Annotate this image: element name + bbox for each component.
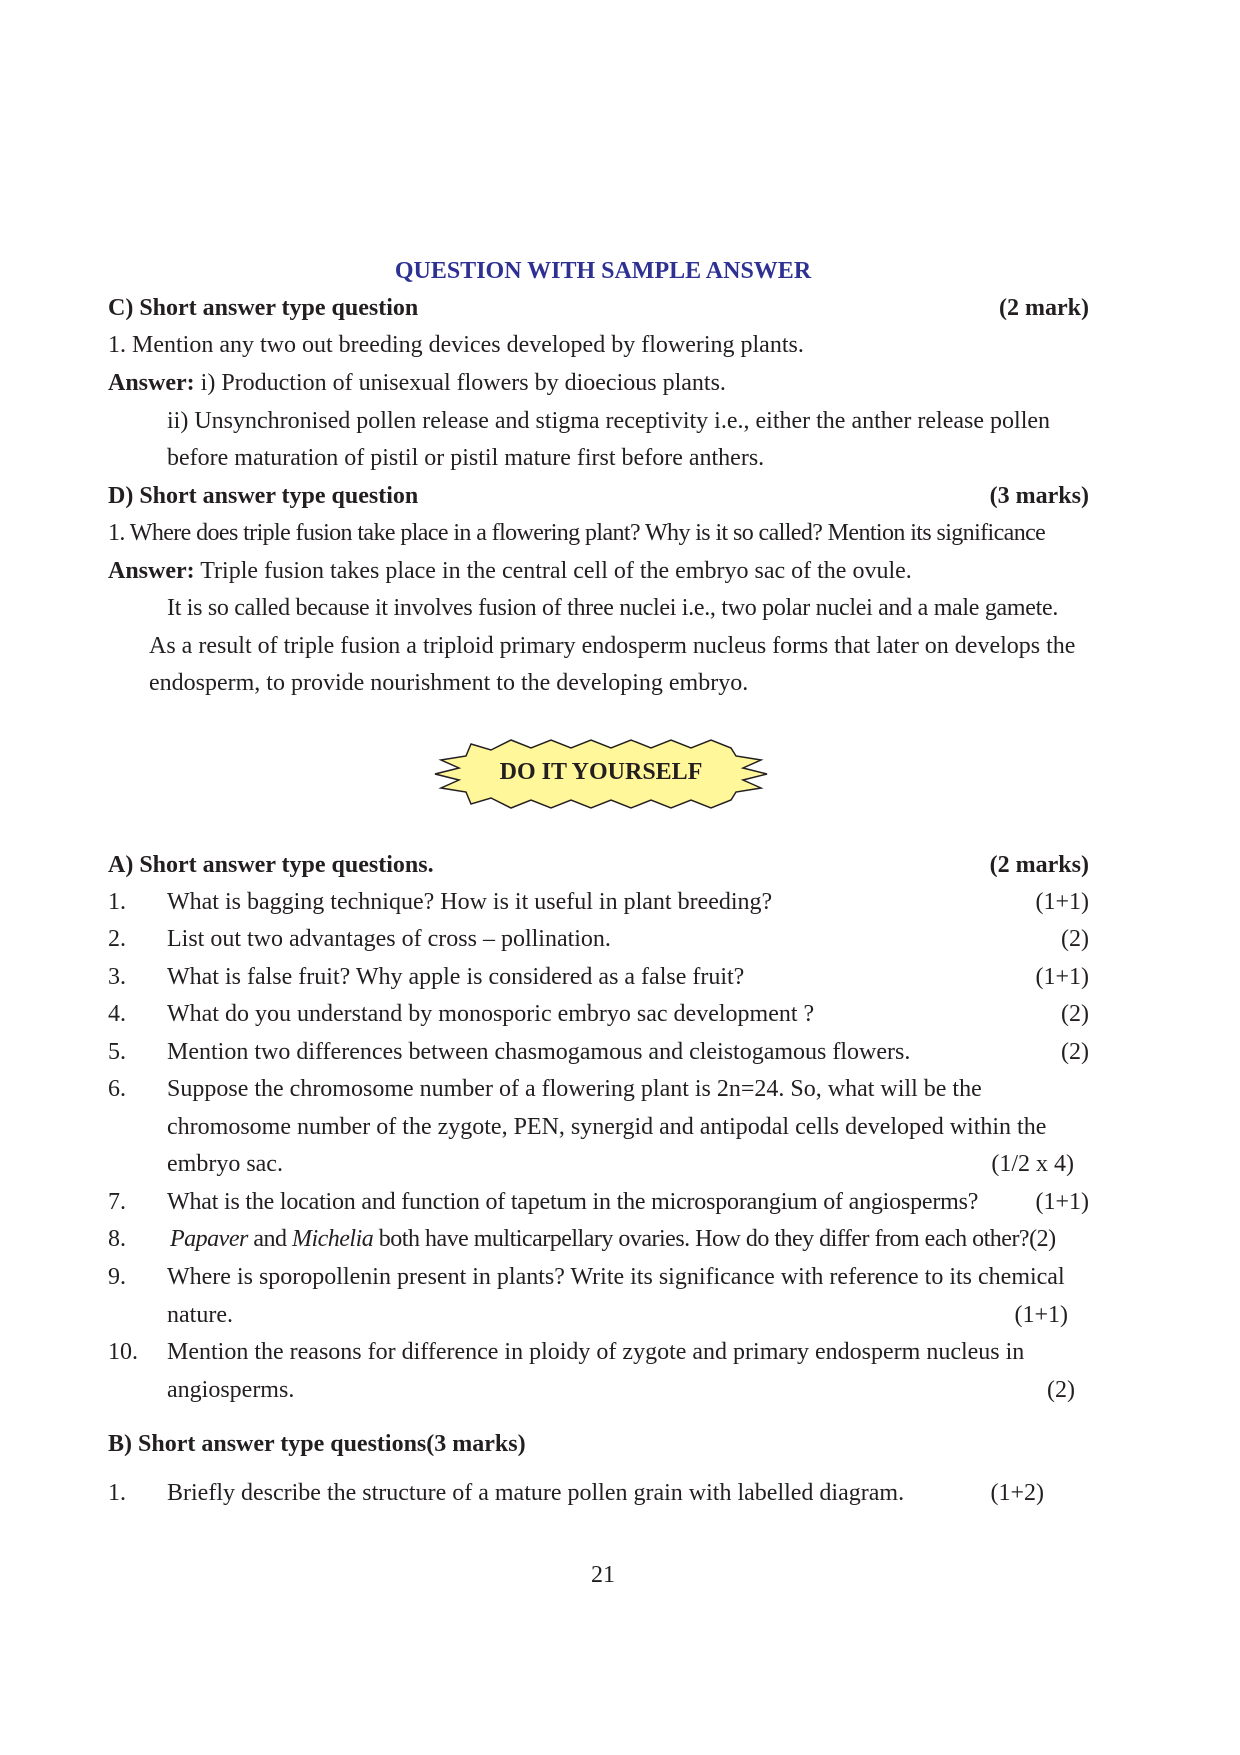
question-marks: (1+1) xyxy=(1035,1189,1089,1215)
answer-text: i) Production of unisexual flowers by dioecious plants. xyxy=(194,370,726,396)
question-text: What is false fruit? Why apple is considered as a false fruit? xyxy=(167,964,745,990)
d-question: 1. Where does triple fusion take place in a flowering plant? Why is it so called? Mention its significance xyxy=(108,520,1046,546)
question-marks: (2) xyxy=(1047,1376,1075,1403)
a-section-marks: (2 marks) xyxy=(989,852,1089,878)
question-number: 4. xyxy=(108,1001,126,1027)
question-marks: (1+1) xyxy=(1035,889,1089,915)
d-section-title: D) Short answer type question xyxy=(108,483,419,509)
b-question-text: Briefly describe the structure of a mature pollen grain with labelled diagram. xyxy=(167,1480,905,1506)
question-marks: (2) xyxy=(1061,926,1089,952)
c-section-title: C) Short answer type question xyxy=(108,295,419,321)
question-marks: (2) xyxy=(1061,1039,1089,1065)
d-answer-line-3: As a result of triple fusion a triploid primary endosperm nucleus forms that later on develops the xyxy=(149,633,1076,659)
italic-term: Michelia xyxy=(291,1226,374,1252)
question-number: 5. xyxy=(108,1039,126,1065)
c-section-marks: (2 mark) xyxy=(999,295,1089,321)
c-answer-line-1 xyxy=(108,370,726,397)
question-text: Mention the reasons for difference in ploidy of zygote and primary endosperm nucleus in xyxy=(167,1339,1025,1365)
question-text: Where is sporopollenin present in plants? Write its significance with reference to its chemical xyxy=(167,1264,1065,1290)
d-section-marks: (3 marks) xyxy=(989,483,1089,509)
question-text: What is bagging technique? How is it useful in plant breeding? xyxy=(167,889,773,915)
question-marks: (1/2 x 4) xyxy=(991,1151,1074,1177)
question-text: Suppose the chromosome number of a flowering plant is 2n=24. So, what will be the xyxy=(167,1076,982,1102)
question-number: 7. xyxy=(108,1189,126,1215)
question-text: What is the location and function of tapetum in the microsporangium of angiosperms? xyxy=(167,1189,979,1215)
question-number: 6. xyxy=(108,1076,126,1102)
d-answer-line-4: endosperm, to provide nourishment to the developing embryo. xyxy=(149,670,749,696)
answer-label: Answer: xyxy=(108,370,195,396)
section-heading: QUESTION WITH SAMPLE ANSWER xyxy=(394,258,812,284)
text-part: both have multicarpellary ovaries. How do they differ from each other?(2) xyxy=(373,1226,1056,1252)
b-question-marks: (1+2) xyxy=(990,1480,1044,1506)
question-text: List out two advantages of cross – pollination. xyxy=(167,926,611,952)
b-section-title: B) Short answer type questions(3 marks) xyxy=(108,1431,526,1457)
question-text: angiosperms. xyxy=(167,1376,295,1403)
do-it-yourself-label: DO IT YOURSELF xyxy=(499,759,703,785)
text-part: and xyxy=(247,1226,292,1252)
question-marks: (2) xyxy=(1061,1001,1089,1027)
question-text: embryo sac. xyxy=(167,1151,283,1177)
question-number: 9. xyxy=(108,1264,126,1290)
question-marks: (1+1) xyxy=(1014,1301,1068,1328)
question-number: 1. xyxy=(108,889,126,915)
italic-term: Papaver xyxy=(170,1226,248,1252)
d-answer-line-1 xyxy=(108,558,912,585)
c-answer-line-2: ii) Unsynchronised pollen release and stigma receptivity i.e., either the anther release pollen xyxy=(167,408,1051,434)
question-text: chromosome number of the zygote, PEN, synergid and antipodal cells developed within the xyxy=(167,1113,1047,1140)
question-text: What do you understand by monosporic embryo sac development ? xyxy=(167,1001,815,1027)
question-text: Mention two differences between chasmogamous and cleistogamous flowers. xyxy=(167,1039,911,1065)
b-question-number: 1. xyxy=(108,1480,126,1506)
question-marks: (1+1) xyxy=(1035,964,1089,990)
a-section-title: A) Short answer type questions. xyxy=(108,852,434,878)
question-text xyxy=(170,1226,1056,1253)
answer-label: Answer: xyxy=(108,558,195,584)
question-number: 2. xyxy=(108,926,126,952)
c-answer-line-3: before maturation of pistil or pistil mature first before anthers. xyxy=(167,445,765,471)
question-number: 8. xyxy=(108,1226,126,1252)
question-number: 10. xyxy=(108,1339,138,1365)
question-text: nature. xyxy=(167,1301,233,1328)
c-question: 1. Mention any two out breeding devices developed by flowering plants. xyxy=(108,332,804,358)
question-number: 3. xyxy=(108,964,126,990)
page-number: 21 xyxy=(591,1562,615,1588)
d-answer-line-2: It is so called because it involves fusion of three nuclei i.e., two polar nuclei and a male gamete. xyxy=(167,595,1059,621)
answer-text: Triple fusion takes place in the central cell of the embryo sac of the ovule. xyxy=(194,558,912,584)
